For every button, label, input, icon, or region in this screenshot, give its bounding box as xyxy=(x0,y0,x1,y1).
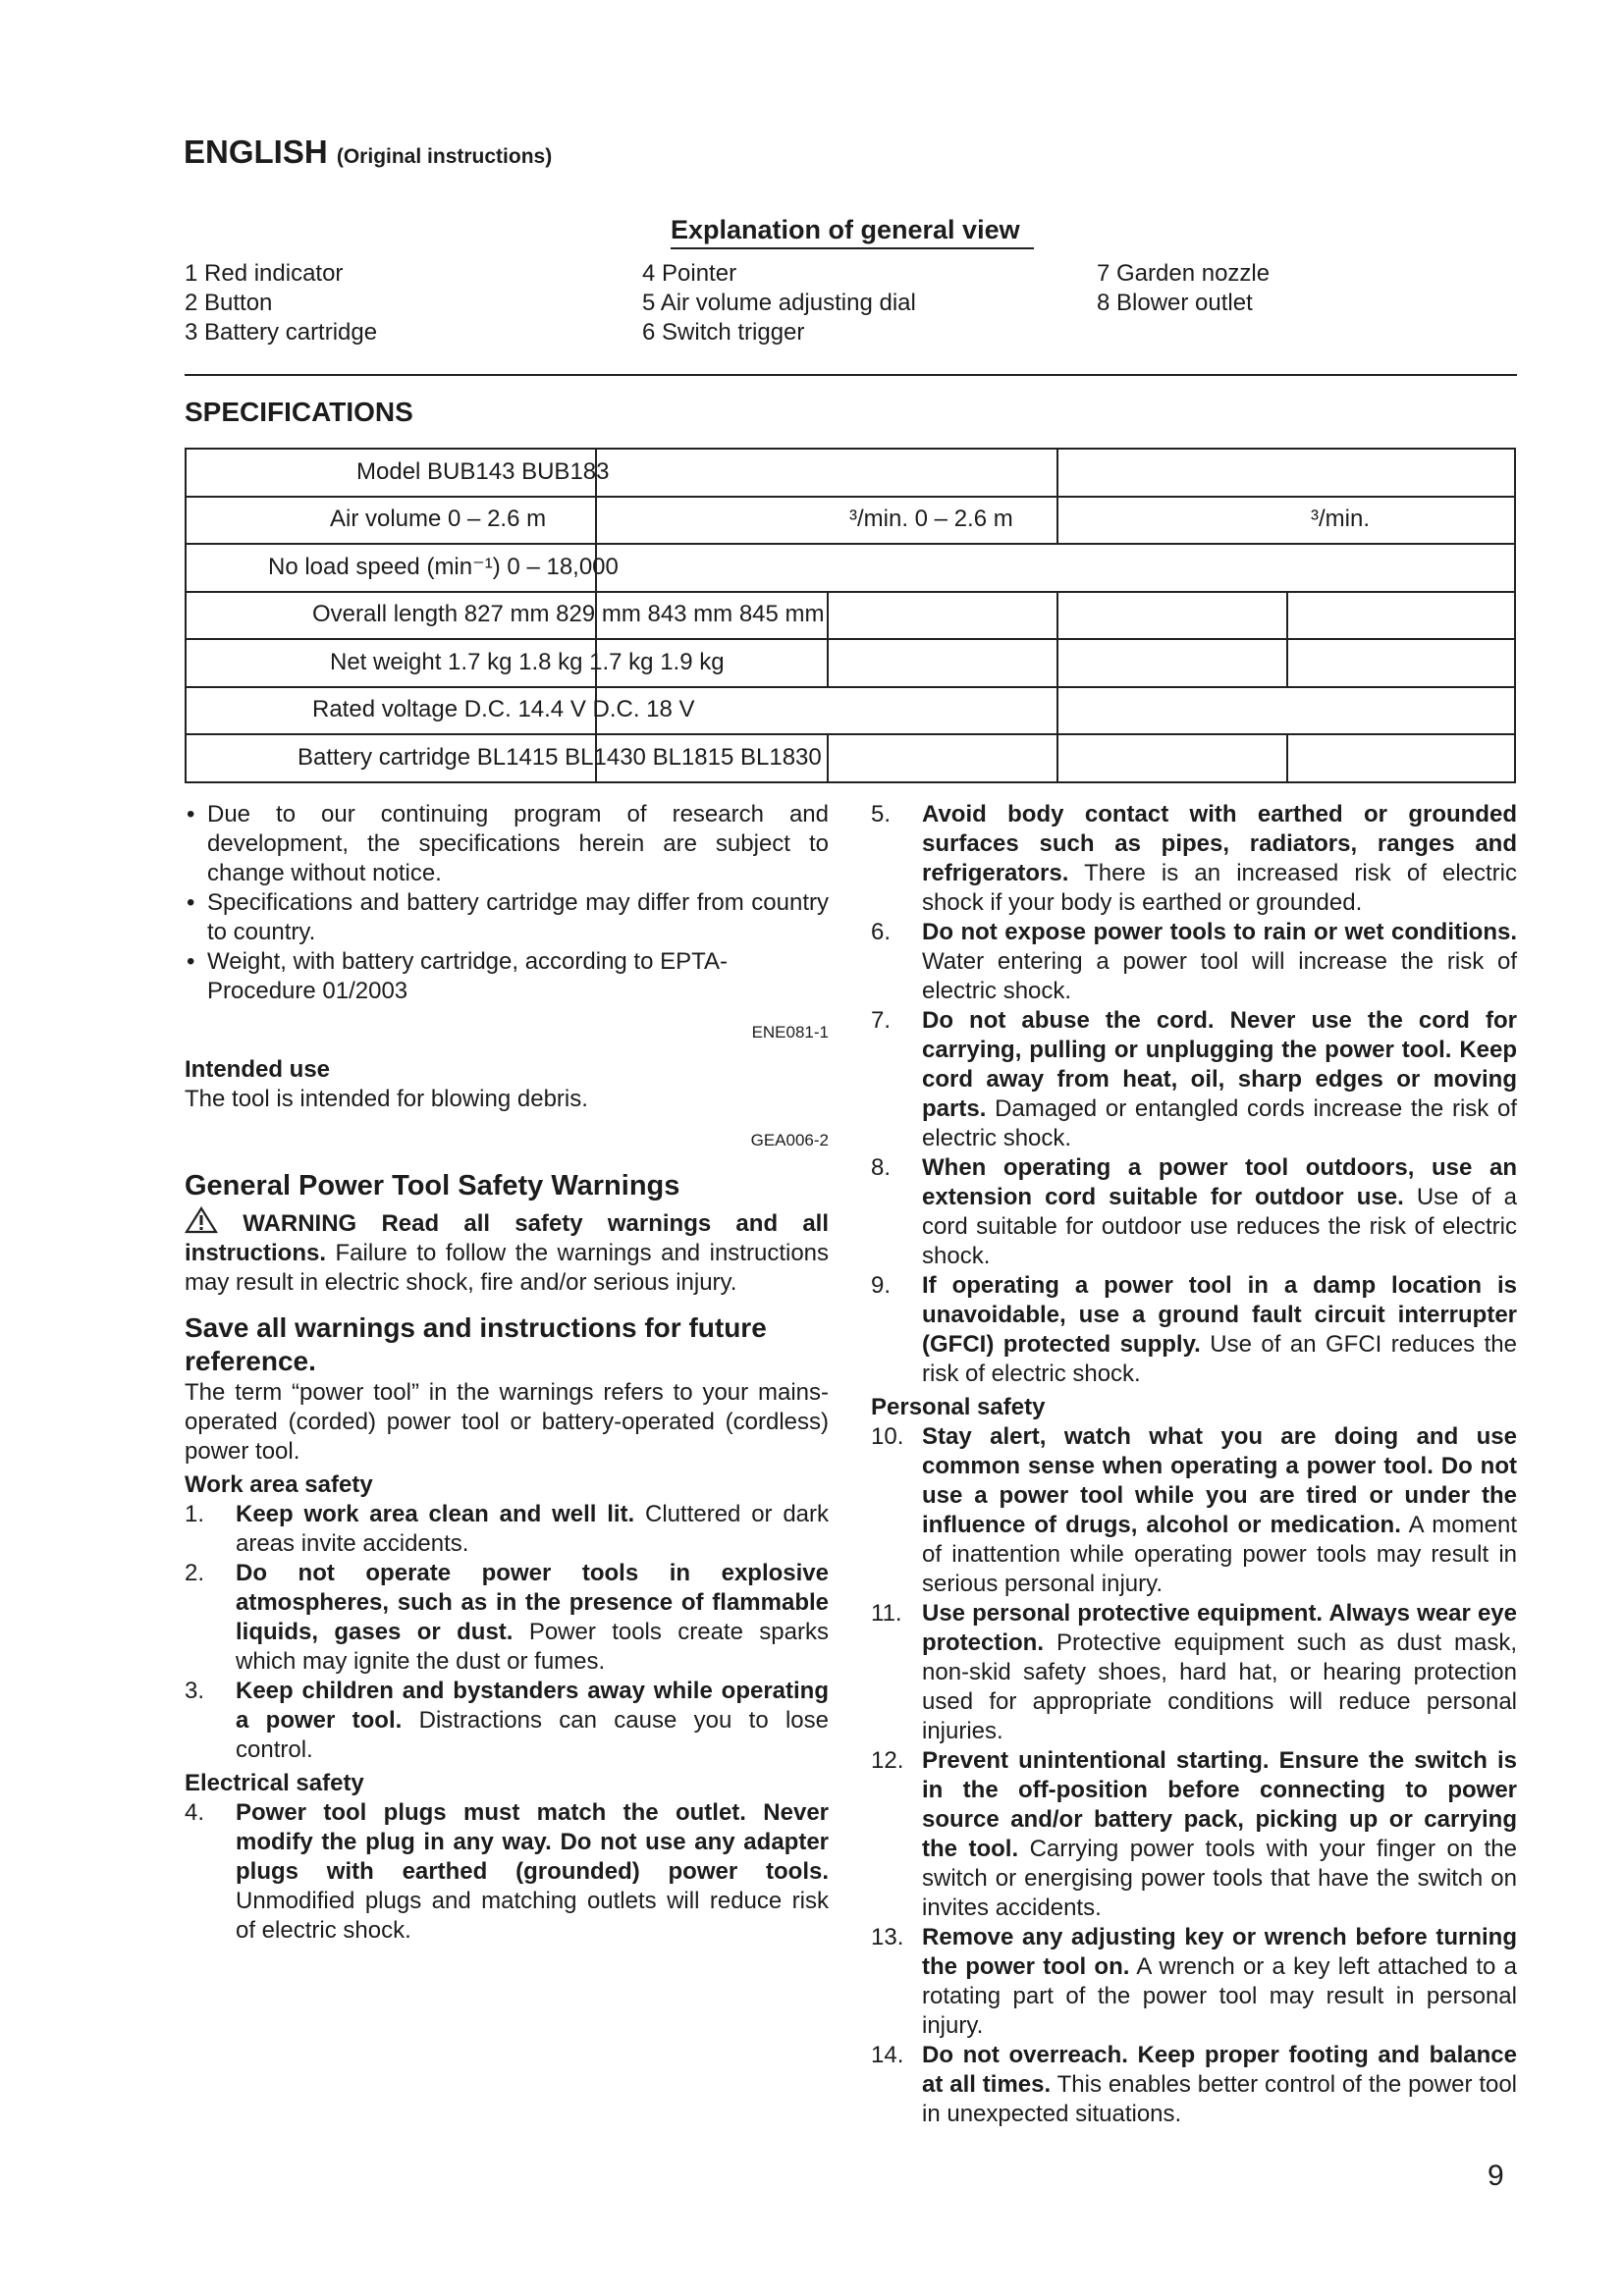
spec-row-voltage: Rated voltage D.C. 14.4 V D.C. 18 V xyxy=(312,696,695,722)
spec-note: • Weight, with battery cartridge, according to EPTA-Procedure 01/2003 xyxy=(185,947,829,1006)
spec-air-right: ³/min. xyxy=(1311,506,1370,532)
ref-code: GEA006-2 xyxy=(750,1131,829,1149)
list-item: 5 Air volume adjusting dial xyxy=(642,290,916,316)
table-border xyxy=(185,781,1516,783)
list-item: 12. Prevent unintentional starting. Ensure the switch is in the off-position before connecting to power source and/or battery pack, picking up or carrying the tool. Carrying power tools with your finger on the switch or energising power tools that have the switch on invites accidents. xyxy=(871,1747,1517,1921)
list-item: 9. If operating a power tool in a damp location is unavoidable, use a ground fault circuit interrupter (GFCI) protected supply. Use of an GFCI reduces the risk of electric shock. xyxy=(871,1272,1517,1387)
spec-row-air-volume: Air volume 0 – 2.6 m xyxy=(330,506,547,532)
general-view-col-2 xyxy=(642,259,916,347)
spec-air-mid: ³/min. 0 – 2.6 m xyxy=(849,506,1013,532)
list-item: 10. Stay alert, watch what you are doing and use common sense when operating a power tool. Do not use a power tool while you are tired or under the influence of drugs, alcohol or medication. A moment of inattention while operating power tools may result in serious personal injury. xyxy=(871,1423,1518,1597)
table-border xyxy=(185,448,1516,450)
list-item: 7. Do not abuse the cord. Never use the cord for carrying, pulling or unplugging the power tool. Keep cord away from heat, oil, sharp edges or moving parts. Damaged or entangled cords increase the risk of electric shock. xyxy=(871,1007,1517,1151)
page-number: 9 xyxy=(1488,2160,1504,2192)
warning-paragraph xyxy=(185,1206,829,1298)
general-view-col-3 xyxy=(1097,259,1270,318)
divider xyxy=(185,374,1517,376)
table-row-line xyxy=(185,733,1516,735)
list-item: 6 Switch trigger xyxy=(642,319,805,346)
warning-text: Failure to follow the warnings and instructions may result in electric shock, fire and/or serious injury. xyxy=(185,1240,830,1296)
table-col-line xyxy=(827,733,829,783)
list-item: 13. Remove any adjusting key or wrench before turning the power tool on. A wrench or a key left attached to a rotating part of the power tool may result in personal injury. xyxy=(871,1924,1517,2039)
left-column xyxy=(185,800,829,1946)
warning-bold-text: WARNING Read all safety warnings and all instructions. xyxy=(185,1210,830,1266)
personal-safety-heading: Personal safety xyxy=(871,1394,1046,1420)
list-item: 8. When operating a power tool outdoors, use an extension cord suitable for outdoor use. Use of a cord suitable for outdoor use reduces the risk of electric shock. xyxy=(871,1154,1517,1269)
list-item: 7 Garden nozzle xyxy=(1097,260,1271,287)
list-item: 8 Blower outlet xyxy=(1097,290,1253,316)
work-area-heading: Work area safety xyxy=(185,1471,373,1498)
list-item: 6. Do not expose power tools to rain or wet conditions. Water entering a power tool will increase the risk of electric shock. xyxy=(871,919,1517,1004)
table-col-line xyxy=(1056,448,1058,543)
list-item: 11. Use personal protective equipment. Always wear eye protection. Protective equipment such as dust mask, non-skid safety shoes, hard hat, or hearing protection used for appropriate conditions will reduce personal injuries. xyxy=(871,1600,1517,1744)
spec-row-length: Overall length 827 mm 829 mm 843 mm 845 mm xyxy=(312,601,825,627)
table-col-line xyxy=(1286,591,1288,686)
table-row-line xyxy=(185,543,1516,545)
list-item: 1. Keep work area clean and well lit. Cluttered or dark areas invite accidents. xyxy=(185,1501,830,1557)
list-item: 2. Do not operate power tools in explosive atmospheres, such as in the presence of flammable liquids, gases or dust. Power tools create sparks which may ignite the dust or fumes. xyxy=(185,1560,829,1675)
table-row-line xyxy=(185,591,1516,593)
spec-row-model: Model BUB143 BUB183 xyxy=(356,458,610,485)
right-column xyxy=(871,800,1517,2129)
electrical-heading: Electrical safety xyxy=(185,1770,364,1796)
intended-use-text: The tool is intended for blowing debris. xyxy=(185,1086,588,1112)
list-item: 1 Red indicator xyxy=(185,260,344,287)
list-item: 3. Keep children and bystanders away while operating a power tool. Distractions can cause you to lose control. xyxy=(185,1678,829,1763)
spec-row-speed: No load speed (min⁻¹) 0 – 18,000 xyxy=(268,554,619,580)
table-col-line xyxy=(1286,733,1288,783)
page-header xyxy=(184,133,552,171)
table-row-line xyxy=(185,496,1516,498)
list-item: 3 Battery cartridge xyxy=(185,319,378,346)
list-item: 14. Do not overreach. Keep proper footing and balance at all times. This enables better control of the power tool in unexpected situations. xyxy=(871,2042,1518,2127)
header-subtitle: (Original instructions) xyxy=(336,145,553,168)
list-item: 5. Avoid body contact with earthed or grounded surfaces such as pipes, radiators, ranges and refrigerators. There is an increased risk of electric shock if your body is earthed or grounded. xyxy=(871,801,1518,916)
warning-triangle-icon xyxy=(185,1206,218,1234)
safety-warnings-heading: General Power Tool Safety Warnings xyxy=(185,1170,680,1201)
table-row-line xyxy=(185,686,1516,688)
spec-table xyxy=(185,448,1516,783)
general-view-title: Explanation of general view xyxy=(671,215,1034,249)
intended-use-heading: Intended use xyxy=(185,1056,331,1083)
table-row-line xyxy=(185,638,1516,640)
spec-row-weight: Net weight 1.7 kg 1.8 kg 1.7 kg 1.9 kg xyxy=(330,649,725,675)
list-item: 2 Button xyxy=(185,290,273,316)
table-col-line xyxy=(827,591,829,686)
spec-row-battery: Battery cartridge BL1415 BL1430 BL1815 BL1830 xyxy=(298,744,822,771)
general-view-col-1 xyxy=(185,259,377,347)
power-tool-term: The term “power tool” in the warnings refers to your mains-operated (corded) power tool or battery-operated (cordless) power tool. xyxy=(185,1379,829,1465)
table-col-line xyxy=(1056,591,1058,783)
spec-note: • Due to our continuing program of research and development, the specifications herein are subject to change without notice. xyxy=(185,800,829,888)
list-item: 4. Power tool plugs must match the outlet. Never modify the plug in any way. Do not use any adapter plugs with earthed (grounded) power tools. Unmodified plugs and matching outlets will reduce risk of electric shock. xyxy=(185,1799,829,1944)
specifications-heading: SPECIFICATIONS xyxy=(185,397,413,427)
ref-code: ENE081-1 xyxy=(751,1023,829,1041)
save-warnings-heading: Save all warnings and instructions for future reference. xyxy=(185,1312,767,1376)
list-item: 4 Pointer xyxy=(642,260,737,287)
language-title: ENGLISH xyxy=(184,133,328,170)
spec-note: • Specifications and battery cartridge may differ from country to country. xyxy=(185,888,829,947)
